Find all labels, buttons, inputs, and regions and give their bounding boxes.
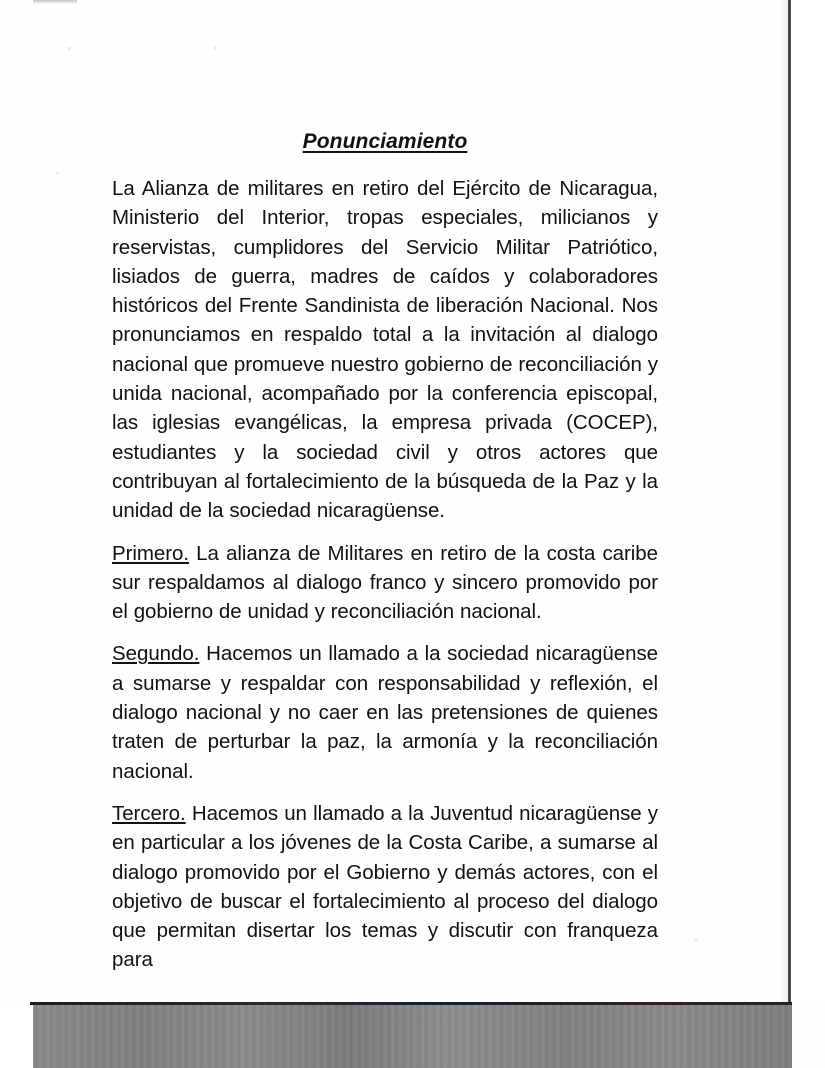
paragraph-primero-lead: Primero. — [112, 541, 190, 565]
paragraph-primero-text: La alianza de Militares en retiro de la costa caribe sur respaldamos al dialogo franco y sincero promovido por el gobierno de unidad y reconciliación nacional. — [112, 541, 658, 624]
scan-speckle — [68, 47, 71, 50]
scan-speckle — [214, 46, 216, 50]
paragraph-tercero-lead: Tercero. — [112, 801, 186, 825]
paragraph-tercero — [112, 799, 658, 975]
page-title — [112, 128, 658, 156]
document-text-block — [112, 128, 658, 975]
paragraph-segundo — [112, 639, 658, 785]
page-title-text: Ponunciamiento — [302, 130, 468, 153]
paragraph-intro-text: La Alianza de militares en retiro del Ejército de Nicaragua, Ministerio del Interior, tropas especiales, milicianos y reservistas, cumplidores del Servicio Militar Patriótico, lisiados de guerra, madres de caídos y colaboradores históricos del Frente Sandinista de liberación Nacional. Nos pronunciamos en respaldo total a la invitación al dialogo nacional que promueve nuestro gobierno de reconciliación y unida nacional, acompañado por la conferencia episcopal, las iglesias evangélicas, la empresa privada (COCEP), estudiantes y la sociedad civil y otros actores que contribuyan al fortalecimiento de la búsqueda de la Paz y la unidad de la sociedad nicaragüense. — [112, 177, 658, 523]
scan-speckle — [56, 172, 59, 174]
paragraph-tercero-text: Hacemos un llamado a la Juventud nicaragüense y en particular a los jóvenes de la Costa Caribe, a sumarse al dialogo promovido por el Gobierno y demás actores, con el objetivo de buscar el fortalecimiento al proceso del dialogo que permitan disertar los temas y discutir con franqueza para — [112, 801, 658, 972]
paragraph-intro — [112, 174, 658, 526]
paragraph-primero — [112, 539, 658, 627]
scan-smudge-top-left — [33, 0, 77, 4]
scan-background-bottom-right — [792, 1005, 825, 1068]
scan-speckle — [694, 939, 698, 942]
paragraph-segundo-lead: Segundo. — [112, 642, 200, 666]
scan-background-right — [791, 0, 825, 1006]
paragraph-segundo-text: Hacemos un llamado a la sociedad nicaragüense a sumarse y respaldar con responsabilidad y reflexión, el dialogo nacional y no caer en las pretensiones de quienes traten de perturbar la paz, la armonía y la reconciliación nacional. — [112, 642, 658, 783]
scanner-lid-band — [33, 1005, 792, 1068]
scan-background-bottom-left — [0, 1005, 33, 1068]
page-edge-halo — [778, 0, 788, 1006]
